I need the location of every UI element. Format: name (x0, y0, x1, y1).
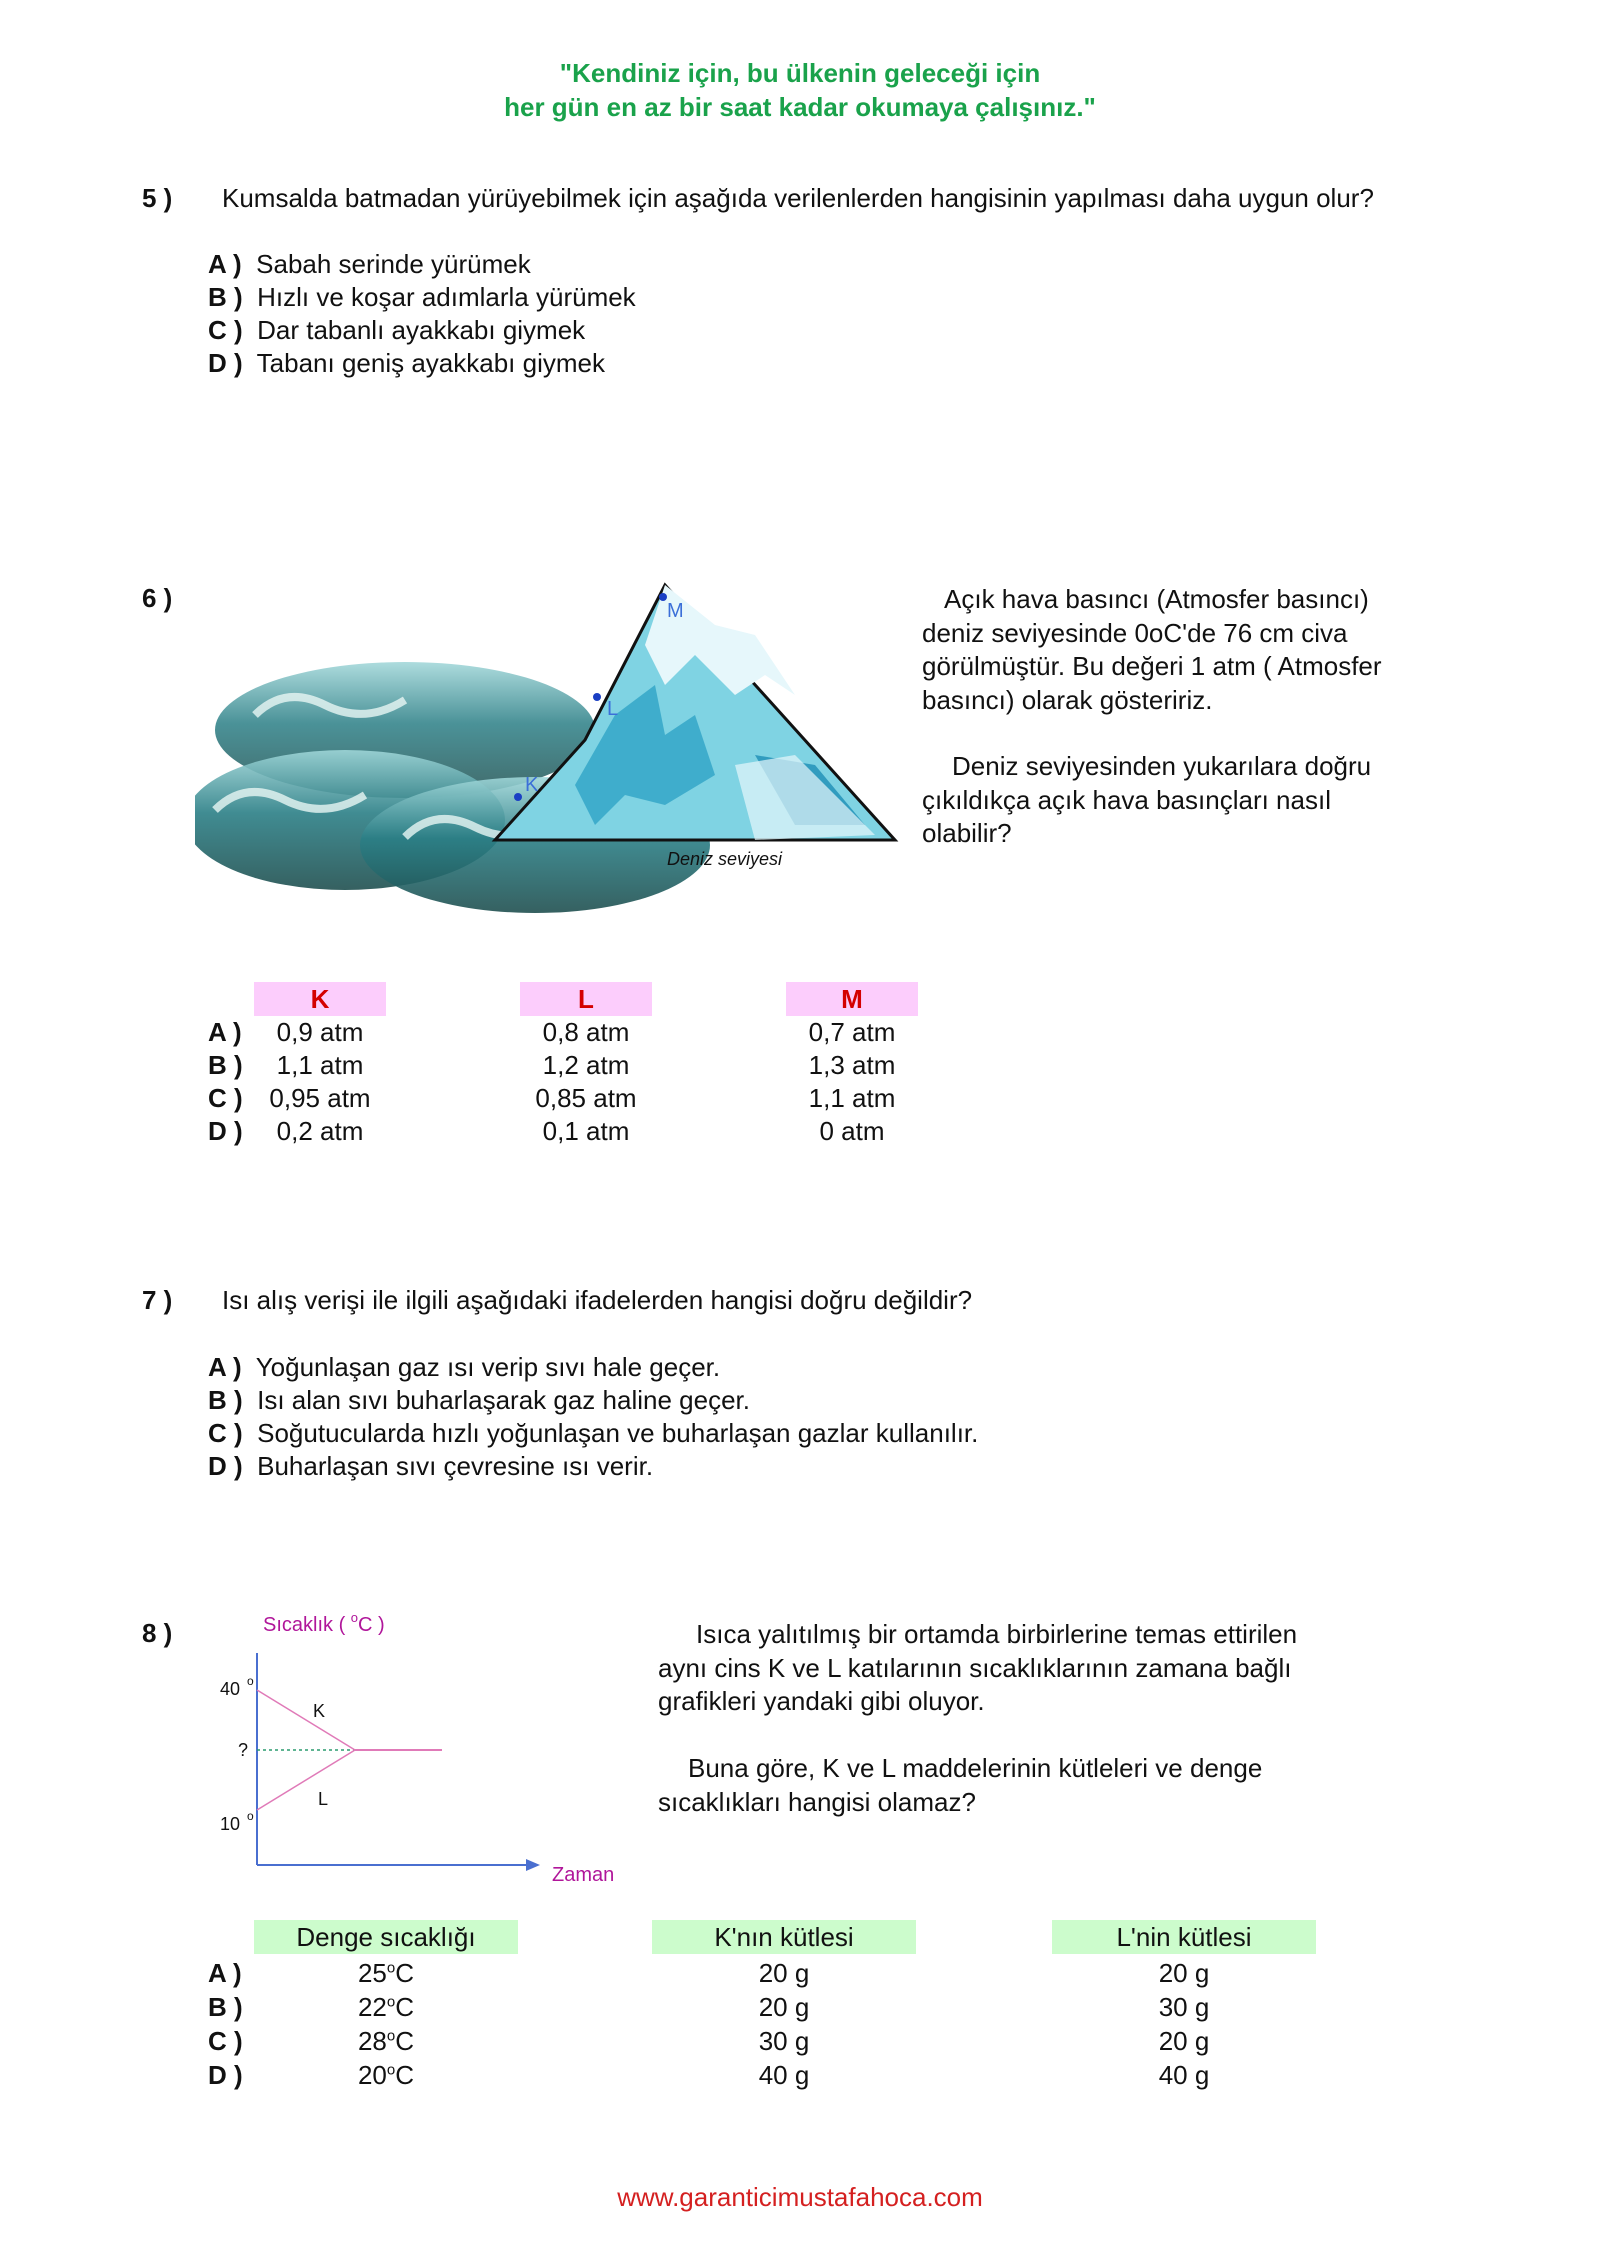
curve-l-label: L (318, 1789, 329, 1809)
question-text: Kumsalda batmadan yürüyebilmek için aşağıda verilenlerden hangisinin yapılması daha uygun olur? (222, 183, 1374, 213)
point-m-marker (659, 593, 667, 601)
motto-line-2: her gün en az bir saat kadar okumaya çalışınız." (504, 92, 1096, 122)
svg-text:o: o (247, 1674, 254, 1688)
point-m-label: M (667, 600, 684, 622)
question-text: Isı alış verişi ile ilgili aşağıdaki ifadelerden hangisi doğru değildir? (222, 1285, 973, 1315)
header-k: K (254, 982, 386, 1016)
header-m: M (786, 982, 918, 1016)
q6-paragraph-2: Deniz seviyesinden yukarılara doğru çıkıldıkça açık hava basınçları nasıl olabilir? (922, 751, 1372, 848)
point-l-label: L (607, 698, 619, 720)
svg-text:o: o (247, 1809, 254, 1823)
tick-equilibrium: ? (238, 1740, 249, 1760)
option-b: B ) Isı alan sıvı buharlaşarak gaz haline geçer. (208, 1385, 750, 1415)
q6-paragraph-1: Açık hava basıncı (Atmosfer basıncı) deniz seviyesinde 0oC'de 76 cm civa görülmüştür. Bu değeri 1 atm ( Atmosfer basıncı) olarak gösteririz. (922, 584, 1382, 715)
curve-l (257, 1750, 355, 1810)
curve-k (257, 1690, 355, 1750)
question-number: 5 ) (142, 183, 173, 213)
temperature-time-graph (200, 1605, 640, 1905)
point-k-marker (514, 793, 522, 801)
mountain-sea-figure (195, 565, 915, 965)
x-axis-arrow (526, 1859, 540, 1871)
question-number: 7 ) (142, 1285, 173, 1315)
option-c: C ) Soğutucularda hızlı yoğunlaşan ve buharlaşan gazlar kullanılır. (208, 1418, 979, 1448)
header-k-mass: K'nın kütlesi (652, 1920, 916, 1954)
point-l-marker (593, 693, 601, 701)
q8-paragraph-1: Isıca yalıtılmış bir ortamda birbirlerine temas ettirilen aynı cins K ve L katılarının sıcaklıklarının zamana bağlı grafikleri yandaki gibi oluyor. (658, 1619, 1298, 1716)
option-d: D ) Tabanı geniş ayakkabı giymek (208, 348, 605, 378)
x-axis-label: Zaman (552, 1864, 615, 1886)
option-a: A ) Sabah serinde yürümek (208, 249, 531, 279)
header-l: L (520, 982, 652, 1016)
option-b: B ) Hızlı ve koşar adımlarla yürümek (208, 282, 636, 312)
tick-10: 10 (220, 1814, 241, 1834)
footer-website-link[interactable]: www.garanticimustafahoca.com (617, 2182, 983, 2212)
y-axis-label: Sıcaklık ( $^o$C ) (263, 1610, 385, 1636)
option-d: D ) Buharlaşan sıvı çevresine ısı verir. (208, 1451, 654, 1481)
point-k-label: K (525, 774, 539, 796)
header-l-mass: L'nin kütlesi (1052, 1920, 1316, 1954)
option-c: C ) Dar tabanlı ayakkabı giymek (208, 315, 586, 345)
q8-paragraph-2: Buna göre, K ve L maddelerinin kütleleri ve denge sıcaklıkları hangisi olamaz? (658, 1753, 1263, 1817)
motto-line-1: "Kendiniz için, bu ülkenin geleceği için (559, 58, 1041, 88)
question-number: 6 ) (142, 583, 173, 613)
tick-40: 40 (220, 1679, 241, 1699)
sea-level-label: Deniz seviyesi (667, 849, 783, 869)
curve-k-label: K (313, 1701, 326, 1721)
header-equilibrium-temp: Denge sıcaklığı (254, 1920, 518, 1954)
option-a: A ) Yoğunlaşan gaz ısı verip sıvı hale geçer. (208, 1352, 721, 1382)
question-number: 8 ) (142, 1618, 173, 1648)
